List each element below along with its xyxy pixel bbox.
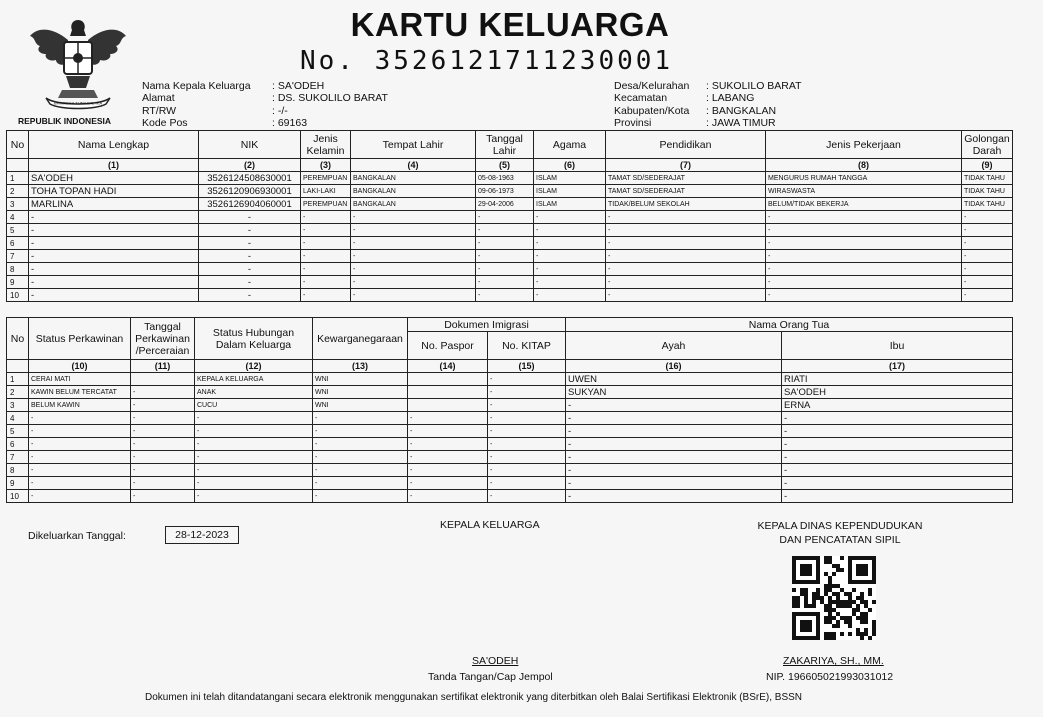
cell-warga: WNI: [313, 373, 408, 386]
cell-no: 7: [7, 250, 29, 263]
cell-kitap: -: [488, 412, 566, 425]
cell-ayah: -: [566, 399, 782, 412]
table-row: [7, 224, 1013, 237]
cell-darah: -: [962, 263, 1013, 276]
col-header-orang-tua: Nama Orang Tua: [566, 318, 1013, 332]
agency-title-line2: DAN PENCATATAN SIPIL: [779, 534, 901, 546]
cell-tgl: -: [131, 386, 195, 399]
members-identity-table: [6, 130, 1013, 302]
cell-nik: -: [199, 289, 301, 302]
cell-pendidikan: TIDAK/BELUM SEKOLAH: [606, 198, 766, 211]
cell-nik: -: [199, 211, 301, 224]
col-number: (7): [606, 159, 766, 172]
cell-tgl: -: [131, 399, 195, 412]
cell-hubungan: -: [195, 451, 313, 464]
cell-ibu: -: [782, 438, 1013, 451]
info-row-alamat: Alamat : DS. SUKOLILO BARAT: [142, 92, 388, 105]
col-header-ayah: Ayah: [566, 332, 782, 360]
col-number: (1): [29, 159, 199, 172]
cell-no: 5: [7, 425, 29, 438]
cell-pekerjaan: -: [766, 289, 962, 302]
cell-tgl: -: [476, 237, 534, 250]
cell-paspor: -: [408, 438, 488, 451]
document-title: KARTU KELUARGA: [350, 6, 670, 43]
cell-pendidikan: -: [606, 211, 766, 224]
cell-no: 3: [7, 399, 29, 412]
table-row: [7, 237, 1013, 250]
table-row: [7, 464, 1013, 477]
cell-agama: ISLAM: [534, 172, 606, 185]
cell-tgl: -: [476, 224, 534, 237]
cell-status: -: [29, 451, 131, 464]
table-row: [7, 276, 1013, 289]
cell-ibu: -: [782, 477, 1013, 490]
info-row-provinsi: Provinsi : JAWA TIMUR: [614, 116, 776, 129]
col-header-nik: NIK: [199, 131, 301, 159]
cell-status: -: [29, 438, 131, 451]
cell-tgl: -: [476, 289, 534, 302]
cell-pekerjaan: -: [766, 224, 962, 237]
cell-tempat: -: [351, 289, 476, 302]
col-header-hubungan: Status Hubungan Dalam Keluarga: [195, 318, 313, 360]
cell-paspor: -: [408, 412, 488, 425]
info-row-rtrw: RT/RW : -/-: [142, 104, 288, 117]
cell-nik: -: [199, 276, 301, 289]
cell-warga: -: [313, 451, 408, 464]
cell-hubungan: KEPALA KELUARGA: [195, 373, 313, 386]
col-header-tempat-lahir: Tempat Lahir: [351, 131, 476, 159]
cell-jk: -: [301, 250, 351, 263]
cell-paspor: -: [408, 464, 488, 477]
cell-pendidikan: -: [606, 224, 766, 237]
cell-warga: WNI: [313, 399, 408, 412]
cell-hubungan: CUCU: [195, 399, 313, 412]
cell-ibu: -: [782, 425, 1013, 438]
cell-agama: -: [534, 263, 606, 276]
cell-hubungan: -: [195, 425, 313, 438]
cell-tgl: -: [476, 211, 534, 224]
cell-kitap: -: [488, 438, 566, 451]
cell-kitap: -: [488, 386, 566, 399]
cell-ibu: SA'ODEH: [782, 386, 1013, 399]
cell-agama: -: [534, 250, 606, 263]
cell-tempat: -: [351, 250, 476, 263]
cell-no: 4: [7, 412, 29, 425]
cell-kitap: -: [488, 490, 566, 503]
col-number: (5): [476, 159, 534, 172]
cell-tgl: -: [131, 451, 195, 464]
column-number-row: [7, 360, 1013, 373]
garuda-icon: [26, 14, 130, 114]
cell-tgl: -: [476, 276, 534, 289]
cell-agama: ISLAM: [534, 185, 606, 198]
cell-pekerjaan: -: [766, 211, 962, 224]
cell-jk: PEREMPUAN: [301, 172, 351, 185]
cell-darah: -: [962, 276, 1013, 289]
cell-tgl: 05-08-1963: [476, 172, 534, 185]
col-number: (3): [301, 159, 351, 172]
column-number-row: [7, 159, 1013, 172]
table-row: [7, 211, 1013, 224]
col-number-blank: [7, 159, 29, 172]
cell-no: 10: [7, 289, 29, 302]
cell-pendidikan: -: [606, 237, 766, 250]
col-header-ibu: Ibu: [782, 332, 1013, 360]
cell-tgl: -: [131, 438, 195, 451]
cell-tgl: -: [131, 412, 195, 425]
cell-pekerjaan: -: [766, 237, 962, 250]
cell-warga: -: [313, 490, 408, 503]
cell-no: 3: [7, 198, 29, 211]
info-row-kecamatan: Kecamatan : LABANG: [614, 92, 755, 105]
table-row: [7, 425, 1013, 438]
col-number: (9): [962, 159, 1013, 172]
cell-ibu: ERNA: [782, 399, 1013, 412]
cell-tgl: -: [131, 425, 195, 438]
cell-ayah: -: [566, 490, 782, 503]
cell-status: -: [29, 425, 131, 438]
cell-pendidikan: -: [606, 263, 766, 276]
cell-no: 6: [7, 438, 29, 451]
table-row: [7, 490, 1013, 503]
cell-jk: -: [301, 224, 351, 237]
cell-tempat: -: [351, 263, 476, 276]
cell-darah: -: [962, 224, 1013, 237]
cell-nama: -: [29, 211, 199, 224]
issued-date-value: 28-12-2023: [165, 526, 239, 544]
cell-ibu: -: [782, 490, 1013, 503]
cell-nik: -: [199, 250, 301, 263]
cell-no: 4: [7, 211, 29, 224]
col-header-kitap: No. KITAP: [488, 332, 566, 360]
cell-ayah: -: [566, 425, 782, 438]
household-info-left: [142, 80, 388, 129]
col-header-nama: Nama Lengkap: [29, 131, 199, 159]
info-row-kepala: Nama Kepala Keluarga : SA'ODEH: [142, 80, 325, 92]
cell-warga: -: [313, 477, 408, 490]
cell-no: 2: [7, 386, 29, 399]
cell-warga: -: [313, 464, 408, 477]
cell-agama: ISLAM: [534, 198, 606, 211]
cell-kitap: -: [488, 425, 566, 438]
col-number: (11): [131, 360, 195, 373]
col-header-dokumen-imigrasi: Dokumen Imigrasi: [408, 318, 566, 332]
cell-darah: -: [962, 211, 1013, 224]
col-number: (10): [29, 360, 131, 373]
cell-jk: LAKI-LAKI: [301, 185, 351, 198]
head-of-family-title: KEPALA KELUARGA: [440, 519, 540, 531]
cell-nik: 3526120906930001: [199, 185, 301, 198]
cell-tempat: BANGKALAN: [351, 172, 476, 185]
cell-darah: -: [962, 289, 1013, 302]
cell-ibu: -: [782, 451, 1013, 464]
cell-darah: TIDAK TAHU: [962, 185, 1013, 198]
table-row: [7, 386, 1013, 399]
col-number-blank: [7, 360, 29, 373]
cell-pendidikan: TAMAT SD/SEDERAJAT: [606, 172, 766, 185]
cell-tempat: -: [351, 224, 476, 237]
agency-head-nip: NIP. 196605021993031012: [766, 671, 894, 683]
cell-warga: -: [313, 412, 408, 425]
cell-nik: 3526126904060001: [199, 198, 301, 211]
cell-status: -: [29, 412, 131, 425]
agency-title-line1: KEPALA DINAS KEPENDUDUKAN: [757, 520, 923, 532]
cell-tempat: -: [351, 276, 476, 289]
cell-darah: TIDAK TAHU: [962, 172, 1013, 185]
cell-nama: -: [29, 276, 199, 289]
cell-no: 7: [7, 451, 29, 464]
cell-ibu: -: [782, 464, 1013, 477]
electronic-signature-note: Dokumen ini telah ditandatangani secara elektronik menggunakan sertifikat elektronik yang diterbitkan oleh Balai Sertifikasi Elektronik (BSrE), BSSN: [145, 692, 803, 703]
col-number: (12): [195, 360, 313, 373]
cell-pekerjaan: MENGURUS RUMAH TANGGA: [766, 172, 962, 185]
members-identity-body: [7, 172, 1013, 302]
cell-no: 2: [7, 185, 29, 198]
cell-nama: -: [29, 250, 199, 263]
info-row-desa: Desa/Kelurahan : SUKOLILO BARAT: [614, 80, 802, 92]
cell-kitap: -: [488, 451, 566, 464]
cell-warga: -: [313, 425, 408, 438]
cell-tgl: 09-06-1973: [476, 185, 534, 198]
card-number: No. 3526121711230001: [300, 46, 674, 76]
col-header-kewarganegaraan: Kewarganegaraan: [313, 318, 408, 360]
svg-text:BHINNEKA TUNGGAL IKA: BHINNEKA TUNGGAL IKA: [53, 100, 103, 106]
cell-tempat: -: [351, 237, 476, 250]
cell-pekerjaan: BELUM/TIDAK BEKERJA: [766, 198, 962, 211]
col-number: (8): [766, 159, 962, 172]
cell-nama: -: [29, 263, 199, 276]
cell-no: 1: [7, 373, 29, 386]
cell-paspor: [408, 373, 488, 386]
col-number: (14): [408, 360, 488, 373]
cell-paspor: -: [408, 477, 488, 490]
table-row: [7, 438, 1013, 451]
col-header-jenis-kelamin: Jenis Kelamin: [301, 131, 351, 159]
cell-tgl: 29-04-2006: [476, 198, 534, 211]
cell-jk: -: [301, 263, 351, 276]
col-number: (15): [488, 360, 566, 373]
col-header-golongan-darah: Golongan Darah: [962, 131, 1013, 159]
cell-jk: -: [301, 211, 351, 224]
cell-no: 10: [7, 490, 29, 503]
cell-pendidikan: TAMAT SD/SEDERAJAT: [606, 185, 766, 198]
table-header-row: [7, 131, 1013, 159]
cell-paspor: -: [408, 490, 488, 503]
household-info-right: [614, 80, 802, 129]
table-row: [7, 185, 1013, 198]
members-status-body: [7, 373, 1013, 503]
cell-pendidikan: -: [606, 276, 766, 289]
cell-ayah: -: [566, 464, 782, 477]
cell-no: 9: [7, 477, 29, 490]
cell-ibu: RIATI: [782, 373, 1013, 386]
cell-pekerjaan: WIRASWASTA: [766, 185, 962, 198]
cell-ayah: -: [566, 451, 782, 464]
cell-status: KAWIN BELUM TERCATAT: [29, 386, 131, 399]
table-row: [7, 399, 1013, 412]
cell-status: CERAI MATI: [29, 373, 131, 386]
cell-pendidikan: -: [606, 289, 766, 302]
cell-darah: TIDAK TAHU: [962, 198, 1013, 211]
cell-kitap: -: [488, 373, 566, 386]
col-number: (17): [782, 360, 1013, 373]
members-status-table: [6, 317, 1013, 503]
cell-pekerjaan: -: [766, 250, 962, 263]
garuda-emblem: [18, 14, 138, 126]
cell-nama: -: [29, 289, 199, 302]
cell-tgl: -: [476, 250, 534, 263]
table-row: [7, 412, 1013, 425]
agency-head-name: ZAKARIYA, SH., MM.: [783, 655, 884, 667]
cell-jk: -: [301, 276, 351, 289]
col-header-paspor: No. Paspor: [408, 332, 488, 360]
head-of-family-name: SA'ODEH: [472, 655, 519, 667]
cell-nama: SA'ODEH: [29, 172, 199, 185]
cell-paspor: -: [408, 425, 488, 438]
cell-hubungan: -: [195, 412, 313, 425]
cell-tgl: [131, 373, 195, 386]
col-number: (16): [566, 360, 782, 373]
cell-nama: TOHA TOPAN HADI: [29, 185, 199, 198]
cell-pekerjaan: -: [766, 263, 962, 276]
cell-tgl: -: [131, 490, 195, 503]
cell-jk: PEREMPUAN: [301, 198, 351, 211]
cell-hubungan: ANAK: [195, 386, 313, 399]
cell-agama: -: [534, 289, 606, 302]
cell-status: -: [29, 477, 131, 490]
table-row: [7, 172, 1013, 185]
cell-no: 5: [7, 224, 29, 237]
table-row: [7, 451, 1013, 464]
col-header-no: No: [7, 131, 29, 159]
cell-warga: -: [313, 438, 408, 451]
table-row: [7, 263, 1013, 276]
cell-nik: 3526124508630001: [199, 172, 301, 185]
cell-paspor: -: [408, 451, 488, 464]
cell-no: 9: [7, 276, 29, 289]
cell-hubungan: -: [195, 477, 313, 490]
cell-pendidikan: -: [606, 250, 766, 263]
cell-pekerjaan: -: [766, 276, 962, 289]
cell-kitap: -: [488, 399, 566, 412]
col-header-agama: Agama: [534, 131, 606, 159]
cell-tempat: BANGKALAN: [351, 185, 476, 198]
cell-no: 8: [7, 263, 29, 276]
cell-nama: -: [29, 224, 199, 237]
col-header-pendidikan: Pendidikan: [606, 131, 766, 159]
cell-ayah: SUKYAN: [566, 386, 782, 399]
cell-tempat: BANGKALAN: [351, 198, 476, 211]
cell-status: -: [29, 490, 131, 503]
cell-tempat: -: [351, 211, 476, 224]
col-header-no: No: [7, 318, 29, 360]
cell-status: BELUM KAWIN: [29, 399, 131, 412]
cell-warga: WNI: [313, 386, 408, 399]
cell-no: 1: [7, 172, 29, 185]
cell-tgl: -: [131, 464, 195, 477]
cell-no: 8: [7, 464, 29, 477]
qr-code-icon: [792, 556, 876, 640]
cell-ayah: -: [566, 412, 782, 425]
info-row-kabupaten: Kabupaten/Kota : BANGKALAN: [614, 104, 777, 117]
cell-darah: -: [962, 237, 1013, 250]
col-number: (2): [199, 159, 301, 172]
agency-head-title: [730, 519, 950, 547]
col-number: (6): [534, 159, 606, 172]
cell-nik: -: [199, 224, 301, 237]
cell-ayah: UWEN: [566, 373, 782, 386]
cell-agama: -: [534, 276, 606, 289]
cell-paspor: [408, 386, 488, 399]
table-row: [7, 250, 1013, 263]
cell-agama: -: [534, 237, 606, 250]
cell-jk: -: [301, 289, 351, 302]
cell-ayah: -: [566, 438, 782, 451]
cell-no: 6: [7, 237, 29, 250]
table-row: [7, 289, 1013, 302]
cell-nama: -: [29, 237, 199, 250]
cell-nama: MARLINA: [29, 198, 199, 211]
cell-hubungan: -: [195, 490, 313, 503]
emblem-caption: REPUBLIK INDONESIA: [18, 116, 112, 126]
cell-tgl: -: [476, 263, 534, 276]
info-row-kodepos: Kode Pos : 69163: [142, 116, 308, 129]
signature-caption: Tanda Tangan/Cap Jempol: [428, 671, 553, 683]
col-header-status-perkawinan: Status Perkawinan: [29, 318, 131, 360]
cell-hubungan: -: [195, 438, 313, 451]
cell-tgl: -: [131, 477, 195, 490]
col-number: (13): [313, 360, 408, 373]
table-row: [7, 477, 1013, 490]
cell-agama: -: [534, 224, 606, 237]
table-row: [7, 198, 1013, 211]
table-header-row: [7, 318, 1013, 332]
cell-kitap: -: [488, 477, 566, 490]
cell-nik: -: [199, 263, 301, 276]
cell-status: -: [29, 464, 131, 477]
table-row: [7, 373, 1013, 386]
cell-paspor: [408, 399, 488, 412]
col-header-tanggal-lahir: Tanggal Lahir: [476, 131, 534, 159]
col-header-pekerjaan: Jenis Pekerjaan: [766, 131, 962, 159]
issued-date-label: Dikeluarkan Tanggal:: [28, 530, 126, 542]
cell-ayah: -: [566, 477, 782, 490]
cell-ibu: -: [782, 412, 1013, 425]
col-header-tanggal-perkawinan: Tanggal Perkawinan /Perceraian: [131, 318, 195, 360]
cell-nik: -: [199, 237, 301, 250]
col-number: (4): [351, 159, 476, 172]
cell-agama: -: [534, 211, 606, 224]
cell-jk: -: [301, 237, 351, 250]
cell-kitap: -: [488, 464, 566, 477]
cell-darah: -: [962, 250, 1013, 263]
cell-hubungan: -: [195, 464, 313, 477]
